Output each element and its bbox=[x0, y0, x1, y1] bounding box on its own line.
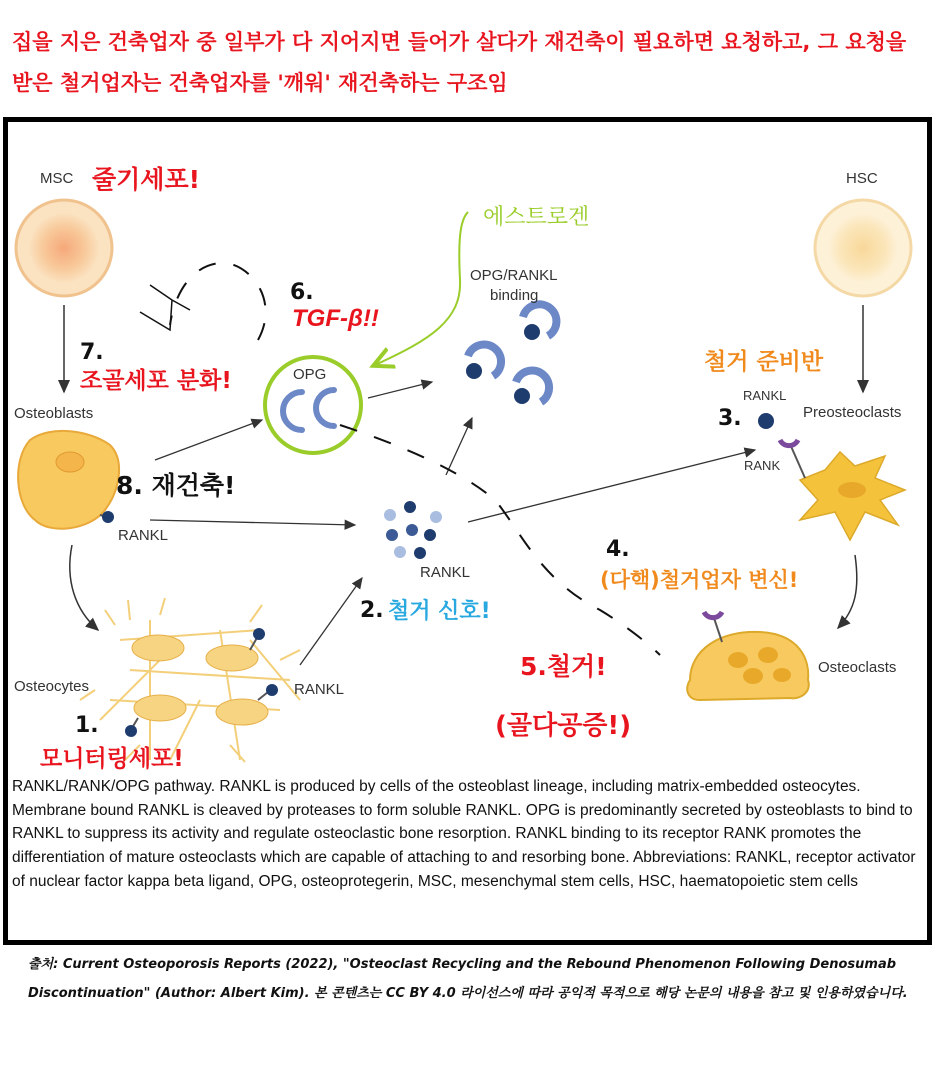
annotation-step7-number: 7. bbox=[80, 340, 104, 365]
opg-rankl-binding-label-1: OPG/RANKL bbox=[470, 267, 558, 284]
estrogen-arrow bbox=[375, 212, 468, 365]
annotation-step4-number: 4. bbox=[606, 537, 630, 562]
msc-label: MSC bbox=[40, 170, 74, 187]
annotation-step6-text: TGF-β!! bbox=[292, 305, 379, 332]
opg-rankl-binding-label-2: binding bbox=[490, 287, 539, 304]
figure-caption: RANKL/RANK/OPG pathway. RANKL is produced by cells of the osteoblast lineage, including matrix-embedded osteocytes. Membrane bound RANKL is cleaved by proteases to form soluble RANKL. OPG is predominantly secreted by osteoblasts to bind to RANKL to suppress its activity and regulate osteoclastic bone resorption. RANKL binding to its receptor RANK promotes the differentiation of mature osteoclasts which are capable of attaching to and resorbing bone. Abbreviations: RANKL, receptor activator of nuclear factor kappa beta ligand, OPG, osteoprotegerin, MSC, mesenchymal stem cells, HSC, haematopoietic stem cells bbox=[12, 778, 916, 890]
osteoblast-cell bbox=[18, 431, 119, 529]
annotation-step3: 3. bbox=[718, 406, 742, 431]
annotation-step7-text: 조골세포 분화! bbox=[80, 368, 232, 394]
rankl-preosteoclast-label: RANKL bbox=[743, 388, 787, 403]
annotation-step5: 5.철거! bbox=[520, 652, 607, 681]
annotation-osteoporosis: (골다공증!) bbox=[495, 711, 632, 741]
rank-receptor-label: RANK bbox=[744, 458, 781, 473]
annotation-demolition-prep: 철거 준비반 bbox=[704, 349, 824, 375]
rankl-osteocyte-label: RANKL bbox=[294, 681, 345, 698]
annotation-step4-text: (다핵)철거업자 변신! bbox=[600, 568, 799, 592]
opg-rankl-complexes bbox=[466, 304, 556, 404]
annotation-stem-cell: 줄기세포! bbox=[92, 165, 201, 194]
rankl-osteoblast-label: RANKL bbox=[118, 527, 169, 544]
osteoclast-cell bbox=[687, 612, 809, 700]
annotation-estrogen: 에스트로겐 bbox=[483, 205, 590, 230]
msc-cell bbox=[16, 200, 112, 296]
preosteoclasts-label: Preosteoclasts bbox=[803, 404, 902, 421]
soluble-rankl-cluster bbox=[384, 501, 442, 559]
rankl-center-label: RANKL bbox=[420, 564, 471, 581]
annotation-step6-number: 6. bbox=[290, 280, 314, 305]
preosteoclast-cell bbox=[758, 413, 905, 540]
annotation-step2-text: 철거 신호! bbox=[388, 599, 491, 624]
osteocyte-network bbox=[80, 598, 300, 762]
hsc-label: HSC bbox=[846, 170, 878, 187]
annotation-step1-text: 모니터링세포! bbox=[40, 746, 184, 772]
annotation-step2-number: 2. bbox=[360, 598, 384, 623]
osteoblasts-label: Osteoblasts bbox=[14, 405, 94, 422]
annotation-step8: 8. 재건축! bbox=[116, 471, 236, 500]
osteocyte-cells bbox=[125, 628, 278, 737]
top-caption: 집을 지은 건축업자 중 일부가 다 지어지면 들어가 살다가 재건축이 필요하면 요청하고, 그 요청을 받은 철거업자는 건축업자를 '깨워' 재건축하는 구조임 bbox=[12, 30, 907, 95]
osteocytes-label: Osteocytes bbox=[14, 678, 90, 695]
opg-label: OPG bbox=[293, 366, 327, 383]
annotation-step1-number: 1. bbox=[75, 713, 99, 738]
source-citation: 출처: Current Osteoporosis Reports (2022), "Osteoclast Recycling and the Rebound Phenomenon Following Denosumab Discontinuation" (Author: Albert Kim). 본 콘텐츠는 CC BY 4.0 라이선스에 따라 공익적 목적으로 해당 논문의 내용을 참고 및 인용하였습니다. bbox=[28, 957, 908, 1001]
hand-arrow-mark bbox=[140, 285, 190, 330]
osteoclasts-label: Osteoclasts bbox=[818, 659, 897, 676]
hsc-cell bbox=[815, 200, 911, 296]
